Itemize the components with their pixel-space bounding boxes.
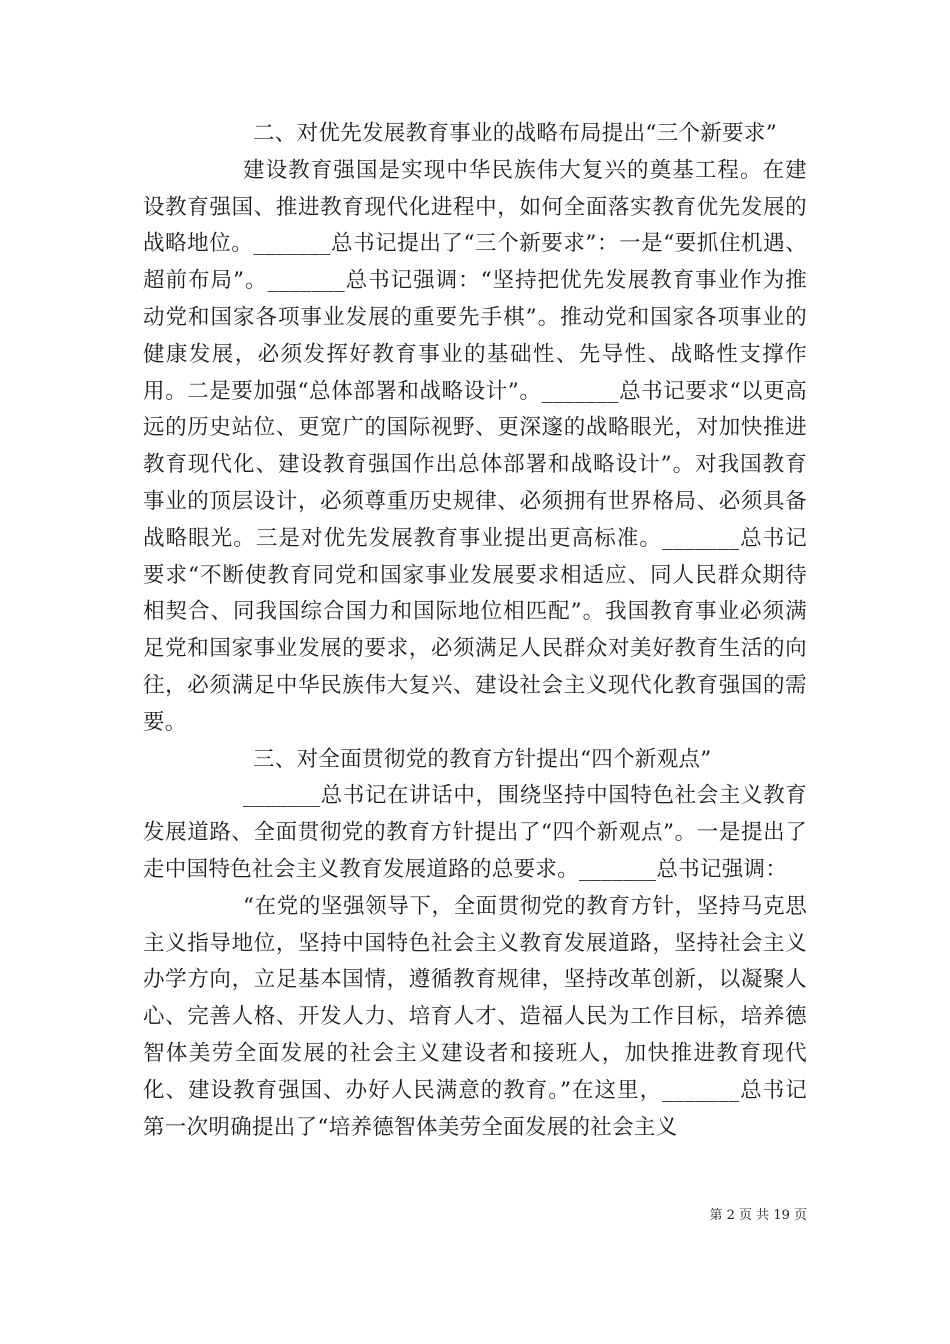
section-heading-3: 三、对全面贯彻党的教育方针提出“四个新观点” <box>253 746 712 772</box>
page-number-footer: 第 2 页 共 19 页 <box>709 1208 807 1223</box>
paragraph-strategic-layout: 建设教育强国是实现中华民族伟大复兴的奠基工程。在建设教育强国、推进教育现代化进程中，如何全面落实教育优先发展的战略地位。_______总书记提出了“三个新要求”：一是“要抓住机遇、超前布局”。_______总书记强调：“坚持把优先发展教育事业作为推动党和国家各项事业发展的重要先手棋”。推动党和国家各项事业的健康发展，必须发挥好教育事业的基础性、先导性、战略性支撑作用。二是要加强“总体部署和战略设计”。_______总书记要求“以更高远的历史站位、更宽广的国际视野、更深邃的战略眼光，对加快推进教育现代化、建设教育强国作出总体部署和战略设计”。对我国教育事业的顶层设计，必须尊重历史规律、必须拥有世界格局、必须具备战略眼光。三是对优先发展教育事业提出更高标准。_______总书记要求“不断使教育同党和国家事业发展要求相适应、同人民群众期待相契合、同我国综合国力和国际地位相匹配”。我国教育事业必须满足党和国家事业发展的要求，必须满足人民群众对美好教育生活的向往，必须满足中华民族伟大复兴、建设社会主义现代化教育强国的需要。 <box>143 157 807 735</box>
section-heading-2: 二、对优先发展教育事业的战略布局提出“三个新要求” <box>253 121 777 146</box>
paragraph-quotation: “在党的坚强领导下，全面贯彻党的教育方针，坚持马克思主义指导地位，坚持中国特色社会主义教育发展道路，坚持社会主义办学方向，立足基本国情，遵循教育规律，坚持改革创新，以凝聚人心、完善人格、开发人力、培育人才、造福人民为工作目标，培养德智体美劳全面发展的社会主义建设者和接班人，加快推进教育现代化、建设教育强国、办好人民满意的教育。”在这里，_______总书记第一次明确提出了“培养德智体美劳全面发展的社会主义 <box>143 893 807 1140</box>
paragraph-four-viewpoints: _______总书记在讲话中，围绕坚持中国特色社会主义教育发展道路、全面贯彻党的教育方针提出了“四个新观点”。一是提出了走中国特色社会主义教育发展道路的总要求。_______总书记强调： <box>143 783 807 882</box>
document-body <box>143 116 807 1146</box>
